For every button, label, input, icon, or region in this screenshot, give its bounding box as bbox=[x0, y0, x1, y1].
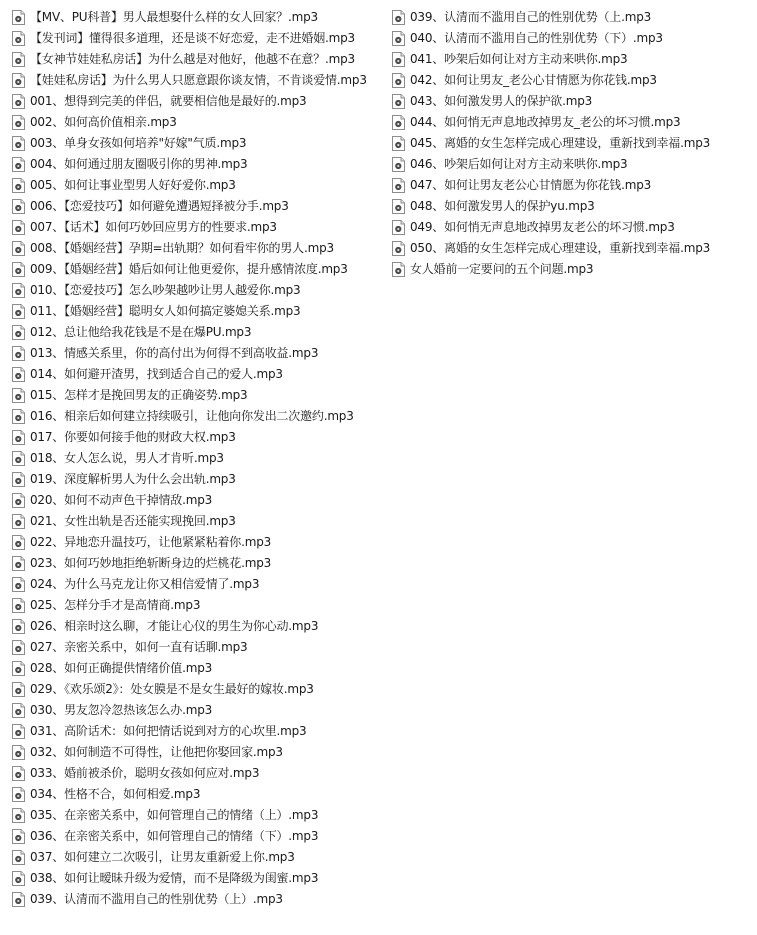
file-item[interactable] bbox=[12, 406, 392, 427]
audio-file-icon bbox=[392, 31, 405, 46]
audio-file-icon bbox=[12, 598, 25, 613]
file-name: 023、如何巧妙地拒绝斩断身边的烂桃花.mp3 bbox=[30, 556, 272, 570]
audio-file-icon bbox=[12, 409, 25, 424]
file-name: 012、总让他给我花钱是不是在爆PU.mp3 bbox=[30, 325, 252, 339]
file-item[interactable] bbox=[12, 154, 392, 175]
audio-file-icon bbox=[12, 640, 25, 655]
file-name: 【发刊词】懂得很多道理，还是谈不好恋爱，走不进婚姻.mp3 bbox=[30, 31, 355, 45]
file-item[interactable] bbox=[12, 448, 392, 469]
audio-file-icon bbox=[392, 220, 405, 235]
file-item[interactable] bbox=[12, 616, 392, 637]
file-item[interactable] bbox=[12, 364, 392, 385]
file-item[interactable] bbox=[12, 280, 392, 301]
file-name: 025、怎样分手才是高情商.mp3 bbox=[30, 598, 201, 612]
file-item[interactable] bbox=[392, 154, 752, 175]
audio-file-icon bbox=[12, 787, 25, 802]
file-item[interactable] bbox=[12, 385, 392, 406]
file-item[interactable] bbox=[12, 28, 392, 49]
file-list-left bbox=[12, 7, 392, 910]
file-name: 009、【婚姻经营】婚后如何让他更爱你，提升感情浓度.mp3 bbox=[30, 262, 348, 276]
file-item[interactable] bbox=[12, 238, 392, 259]
audio-file-icon bbox=[392, 115, 405, 130]
audio-file-icon bbox=[12, 892, 25, 907]
audio-file-icon bbox=[12, 514, 25, 529]
audio-file-icon bbox=[392, 178, 405, 193]
audio-file-icon bbox=[12, 31, 25, 46]
file-item[interactable] bbox=[392, 133, 752, 154]
audio-file-icon bbox=[12, 10, 25, 25]
audio-file-icon bbox=[392, 136, 405, 151]
file-name: 028、如何正确提供情绪价值.mp3 bbox=[30, 661, 213, 675]
audio-file-icon bbox=[12, 871, 25, 886]
audio-file-icon bbox=[12, 766, 25, 781]
file-name: 037、如何建立二次吸引，让男友重新爱上你.mp3 bbox=[30, 850, 295, 864]
file-item[interactable] bbox=[392, 70, 752, 91]
file-name: 006、【恋爱技巧】如何避免遭遇短择被分手.mp3 bbox=[30, 199, 289, 213]
file-name: 036、在亲密关系中，如何管理自己的情绪（下）.mp3 bbox=[30, 829, 319, 843]
file-name: 019、深度解析男人为什么会出轨.mp3 bbox=[30, 472, 236, 486]
audio-file-icon bbox=[392, 73, 405, 88]
file-item[interactable] bbox=[392, 175, 752, 196]
file-name: 039、认清而不滥用自己的性别优势（上）.mp3 bbox=[30, 892, 283, 906]
file-name: 043、如何激发男人的保护欲.mp3 bbox=[410, 94, 593, 108]
file-item[interactable] bbox=[392, 112, 752, 133]
file-name: 013、情感关系里，你的高付出为何得不到高收益.mp3 bbox=[30, 346, 319, 360]
file-item[interactable] bbox=[12, 637, 392, 658]
file-item[interactable] bbox=[12, 784, 392, 805]
file-item[interactable] bbox=[392, 217, 752, 238]
audio-file-icon bbox=[12, 304, 25, 319]
audio-file-icon bbox=[12, 367, 25, 382]
file-item[interactable] bbox=[392, 259, 752, 280]
file-name: 038、如何让暧昧升级为爱情，而不是降级为闺蜜.mp3 bbox=[30, 871, 319, 885]
file-item[interactable] bbox=[12, 322, 392, 343]
file-item[interactable] bbox=[12, 511, 392, 532]
file-name: 027、亲密关系中，如何一直有话聊.mp3 bbox=[30, 640, 248, 654]
audio-file-icon bbox=[12, 94, 25, 109]
file-name: 046、吵架后如何让对方主动来哄你.mp3 bbox=[410, 157, 628, 171]
audio-file-icon bbox=[12, 619, 25, 634]
file-item[interactable] bbox=[12, 553, 392, 574]
file-item[interactable] bbox=[12, 679, 392, 700]
file-name: 032、如何制造不可得性，让他把你娶回家.mp3 bbox=[30, 745, 283, 759]
file-name: 002、如何高价值相亲.mp3 bbox=[30, 115, 177, 129]
file-item[interactable] bbox=[12, 259, 392, 280]
audio-file-icon bbox=[12, 808, 25, 823]
file-item[interactable] bbox=[12, 847, 392, 868]
file-item[interactable] bbox=[12, 826, 392, 847]
file-item[interactable] bbox=[12, 196, 392, 217]
audio-file-icon bbox=[12, 535, 25, 550]
file-name: 033、婚前被杀价，聪明女孩如何应对.mp3 bbox=[30, 766, 260, 780]
file-name: 024、为什么马克龙让你又相信爱情了.mp3 bbox=[30, 577, 260, 591]
file-name: 【MV、PU科普】男人最想娶什么样的女人回家？.mp3 bbox=[30, 10, 318, 24]
audio-file-icon bbox=[12, 724, 25, 739]
file-name: 【娃娃私房话】为什么男人只愿意跟你谈友情，不肯谈爱情.mp3 bbox=[30, 73, 367, 87]
file-name: 026、相亲时这么聊，才能让心仪的男生为你心动.mp3 bbox=[30, 619, 319, 633]
audio-file-icon bbox=[12, 283, 25, 298]
file-name: 011、【婚姻经营】聪明女人如何搞定婆媳关系.mp3 bbox=[30, 304, 301, 318]
file-name: 034、性格不合，如何相爱.mp3 bbox=[30, 787, 201, 801]
file-name: 042、如何让男友_老公心甘情愿为你花钱.mp3 bbox=[410, 73, 657, 87]
audio-file-icon bbox=[12, 682, 25, 697]
audio-file-icon bbox=[392, 157, 405, 172]
audio-file-icon bbox=[12, 850, 25, 865]
file-name: 029、《欢乐颂2》：处女膜是不是女生最好的嫁妆.mp3 bbox=[30, 682, 314, 696]
file-name: 049、如何悄无声息地改掉男友老公的坏习惯.mp3 bbox=[410, 220, 675, 234]
audio-file-icon bbox=[12, 661, 25, 676]
audio-file-icon bbox=[12, 577, 25, 592]
file-name: 035、在亲密关系中，如何管理自己的情绪（上）.mp3 bbox=[30, 808, 319, 822]
audio-file-icon bbox=[12, 430, 25, 445]
file-item[interactable] bbox=[12, 301, 392, 322]
audio-file-icon bbox=[12, 493, 25, 508]
file-item[interactable] bbox=[392, 238, 752, 259]
audio-file-icon bbox=[12, 451, 25, 466]
file-name: 014、如何避开渣男，找到适合自己的爱人.mp3 bbox=[30, 367, 283, 381]
file-name: 040、认清而不滥用自己的性别优势（下）.mp3 bbox=[410, 31, 663, 45]
audio-file-icon bbox=[12, 556, 25, 571]
file-name: 047、如何让男友老公心甘情愿为你花钱.mp3 bbox=[410, 178, 652, 192]
file-item[interactable] bbox=[12, 7, 392, 28]
file-item[interactable] bbox=[12, 217, 392, 238]
file-name: 008、【婚姻经营】孕期=出轨期？如何看牢你的男人.mp3 bbox=[30, 241, 334, 255]
file-name: 015、怎样才是挽回男友的正确姿势.mp3 bbox=[30, 388, 248, 402]
file-list-right bbox=[392, 7, 752, 280]
file-item[interactable] bbox=[12, 595, 392, 616]
audio-file-icon bbox=[392, 52, 405, 67]
audio-file-icon bbox=[392, 199, 405, 214]
file-item[interactable] bbox=[12, 721, 392, 742]
audio-file-icon bbox=[392, 10, 405, 25]
file-item[interactable] bbox=[12, 49, 392, 70]
file-item[interactable] bbox=[392, 28, 752, 49]
file-name: 010、【恋爱技巧】怎么吵架越吵让男人越爱你.mp3 bbox=[30, 283, 301, 297]
file-item[interactable] bbox=[12, 532, 392, 553]
file-name: 041、吵架后如何让对方主动来哄你.mp3 bbox=[410, 52, 628, 66]
file-name: 039、认清而不滥用自己的性别优势（上.mp3 bbox=[410, 10, 652, 24]
file-item[interactable] bbox=[12, 70, 392, 91]
file-name: 022、异地恋升温技巧，让他紧紧粘着你.mp3 bbox=[30, 535, 272, 549]
file-name: 030、男友忽冷忽热该怎么办.mp3 bbox=[30, 703, 213, 717]
file-item[interactable] bbox=[392, 49, 752, 70]
file-item[interactable] bbox=[12, 343, 392, 364]
file-name: 031、高阶话术：如何把情话说到对方的心坎里.mp3 bbox=[30, 724, 307, 738]
file-item[interactable] bbox=[392, 7, 752, 28]
audio-file-icon bbox=[12, 73, 25, 88]
audio-file-icon bbox=[392, 94, 405, 109]
file-name: 020、如何不动声色干掉情敌.mp3 bbox=[30, 493, 213, 507]
audio-file-icon bbox=[392, 241, 405, 256]
file-name: 044、如何悄无声息地改掉男友_老公的坏习惯.mp3 bbox=[410, 115, 681, 129]
audio-file-icon bbox=[12, 346, 25, 361]
file-item[interactable] bbox=[12, 805, 392, 826]
file-item[interactable] bbox=[12, 763, 392, 784]
file-item[interactable] bbox=[12, 868, 392, 889]
file-item[interactable] bbox=[12, 742, 392, 763]
audio-file-icon bbox=[392, 262, 405, 277]
file-name: 050、离婚的女生怎样完成心理建设，重新找到幸福.mp3 bbox=[410, 241, 711, 255]
audio-file-icon bbox=[12, 52, 25, 67]
file-item[interactable] bbox=[12, 490, 392, 511]
file-name: 女人婚前一定要问的五个问题.mp3 bbox=[410, 262, 594, 276]
file-name: 048、如何激发男人的保护yu.mp3 bbox=[410, 199, 595, 213]
file-item[interactable] bbox=[12, 427, 392, 448]
file-name: 005、如何让事业型男人好好爱你.mp3 bbox=[30, 178, 236, 192]
file-item[interactable] bbox=[12, 889, 392, 910]
file-item[interactable] bbox=[12, 112, 392, 133]
audio-file-icon bbox=[12, 703, 25, 718]
file-name: 016、相亲后如何建立持续吸引，让他向你发出二次邀约.mp3 bbox=[30, 409, 354, 423]
audio-file-icon bbox=[12, 199, 25, 214]
file-name: 【女神节娃娃私房话】为什么越是对他好，他越不在意？.mp3 bbox=[30, 52, 355, 66]
file-name: 021、女性出轨是否还能实现挽回.mp3 bbox=[30, 514, 236, 528]
file-item[interactable] bbox=[12, 469, 392, 490]
file-item[interactable] bbox=[12, 700, 392, 721]
audio-file-icon bbox=[12, 388, 25, 403]
audio-file-icon bbox=[12, 178, 25, 193]
audio-file-icon bbox=[12, 745, 25, 760]
audio-file-icon bbox=[12, 472, 25, 487]
file-item[interactable] bbox=[392, 196, 752, 217]
file-item[interactable] bbox=[12, 175, 392, 196]
file-name: 018、女人怎么说，男人才肯听.mp3 bbox=[30, 451, 224, 465]
audio-file-icon bbox=[12, 220, 25, 235]
file-item[interactable] bbox=[392, 91, 752, 112]
file-name: 017、你要如何接手他的财政大权.mp3 bbox=[30, 430, 236, 444]
audio-file-icon bbox=[12, 829, 25, 844]
file-name: 001、想得到完美的伴侣，就要相信他是最好的.mp3 bbox=[30, 94, 307, 108]
file-item[interactable] bbox=[12, 91, 392, 112]
file-name: 045、离婚的女生怎样完成心理建设，重新找到幸福.mp3 bbox=[410, 136, 711, 150]
audio-file-icon bbox=[12, 325, 25, 340]
audio-file-icon bbox=[12, 262, 25, 277]
audio-file-icon bbox=[12, 157, 25, 172]
file-item[interactable] bbox=[12, 658, 392, 679]
file-name: 004、如何通过朋友圈吸引你的男神.mp3 bbox=[30, 157, 248, 171]
file-item[interactable] bbox=[12, 574, 392, 595]
audio-file-icon bbox=[12, 241, 25, 256]
audio-file-icon bbox=[12, 115, 25, 130]
file-name: 003、单身女孩如何培养"好嫁"气质.mp3 bbox=[30, 136, 247, 150]
file-item[interactable] bbox=[12, 133, 392, 154]
audio-file-icon bbox=[12, 136, 25, 151]
file-name: 007、【话术】如何巧妙回应男方的性要求.mp3 bbox=[30, 220, 277, 234]
